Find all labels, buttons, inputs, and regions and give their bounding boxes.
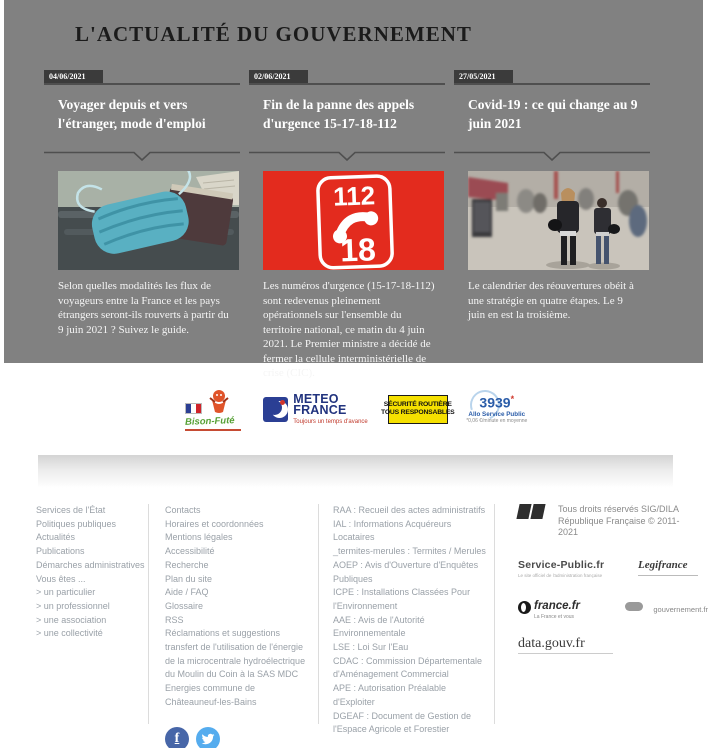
card-summary: Le calendrier des réouvertures obéit à une stratégie en quatre étapes. Le 9 juin en est la troisième. [468,280,634,321]
footer-link[interactable]: Politiques publiques [36,518,117,529]
footer-link[interactable]: > une collectivité [36,628,103,639]
article-image-112[interactable] [263,171,444,270]
footer-legal-column [495,504,708,724]
footer-link[interactable]: Services de l'État [36,505,106,515]
article-image-mask[interactable] [58,171,239,270]
footer-link[interactable]: Vous êtes ... [36,573,86,584]
divider-chevron-icon [44,151,240,161]
footer [36,504,711,735]
twitter-icon[interactable] [196,727,220,748]
footer-link[interactable]: Actualités [36,532,76,543]
footer-link[interactable]: transfert de l'utilisation de l'énergie de la microcentrale hydroélectrique du Moulin du Coin à la SAS MDC Energies commune de Châteauneuf-les-Bains [165,642,306,707]
footer-link[interactable]: Mentions légales [165,532,233,543]
allo-label: Allo Service Public [468,410,526,418]
footer-info-column [149,504,319,724]
news-card[interactable] [249,70,445,381]
card-title[interactable]: Covid-19 : ce qui change au 9 juin 2021 [468,97,638,131]
service-public-logo[interactable]: Service-Public.fr Le site officiel de l'administration française [518,558,605,578]
footer-link[interactable]: APE : Autorisation Préalable d'Exploiter [333,683,447,707]
allo-note: *0,06 €/minute en moyenne [466,417,528,424]
facebook-icon[interactable]: f [165,727,189,748]
meteo-france-icon [263,397,288,422]
card-date-rule [454,70,650,85]
card-date-rule [249,70,445,85]
footer-link[interactable]: Plan du site [165,573,213,584]
footer-link[interactable]: Publications [36,546,85,557]
footer-link[interactable]: CDAC : Commission Départementale d'Aménagement Commercial [333,655,483,680]
footer-link[interactable]: > un professionnel [36,600,110,611]
news-heading: L'ACTUALITÉ DU GOUVERNEMENT [75,22,472,46]
footer-link[interactable]: LSE : Loi Sur l'Eau [333,642,409,653]
divider-chevron-icon [249,151,445,161]
footer-link[interactable]: Glossaire [165,600,204,611]
footer-link[interactable]: RAA : Recueil des actes administratifs [333,505,486,515]
article-image-street[interactable] [468,171,649,270]
section-separator [38,455,673,488]
footer-link[interactable]: Recherche [165,559,209,570]
date-badge: 04/06/2021 [44,70,103,83]
copyright-text: Tous droits réservés SIG/DILA République Française © 2011-2021 [558,504,680,537]
card-date-rule [44,70,240,85]
meteo-line2: FRANCE [293,402,347,417]
bison-mascot-icon [206,388,232,414]
french-flag-icon [185,403,202,414]
card-title[interactable]: Voyager depuis et vers l'étranger, mode d'emploi [58,97,206,131]
republique-francaise-icon [518,504,552,528]
date-badge: 02/06/2021 [249,70,308,83]
footer-acronyms-column [319,504,495,735]
footer-link[interactable]: Démarches administratives [36,559,145,570]
allo-3939-logo[interactable] [468,394,526,424]
svg-text:112: 112 [332,180,376,212]
news-card[interactable] [44,70,240,381]
france-fr-tagline: La France et vous [534,613,575,620]
securite-line1: SÉCURITÉ ROUTIÈRE [383,400,452,408]
news-cards [4,70,703,381]
footer-link[interactable]: Contacts [165,505,201,515]
footer-link[interactable]: Aide / FAQ [165,587,209,598]
meteo-france-logo[interactable] [263,391,368,425]
service-public-tagline: Le site officiel de l'administration française [518,572,603,578]
footer-link[interactable]: DGEAF : Document de Gestion de l'Espace Agricole et Forestier [333,710,472,735]
svg-text:18: 18 [339,231,377,269]
allo-number: 3939 [479,394,511,411]
footer-link[interactable]: IAL : Informations Acquéreurs Locataires [333,518,452,543]
card-summary: Selon quelles modalités les flux de voyageurs entre la France et les pays étrangers seront-ils rouverts à partir du 9 juin 2021 ? Suivez le guide. [58,280,229,336]
bison-fute-logo[interactable] [185,388,243,431]
bison-tagline-line [185,429,241,431]
france-fr-logo[interactable]: france.fr La France et vous [518,596,580,620]
news-section [4,0,703,379]
footer-link[interactable]: Accessibilité [165,546,215,557]
news-card[interactable] [454,70,650,381]
card-title[interactable]: Fin de la panne des appels d'urgence 15-17-18-112 [263,97,415,131]
footer-nav-column [36,504,149,724]
bison-fute-label: Bison-Futé [185,414,236,428]
divider-chevron-icon [454,151,650,161]
securite-line2: TOUS RESPONSABLES [381,409,455,416]
footer-link[interactable]: RSS [165,614,184,625]
footer-link[interactable]: AAE : Avis de l'Autorité Environnementale [333,614,425,639]
meteo-tagline: Toujours un temps d'avance [293,418,368,425]
footer-link[interactable]: Réclamations et suggestions [165,628,281,639]
securite-routiere-logo[interactable] [381,395,455,424]
data-gouv-fr-logo[interactable]: data.gouv.fr [518,636,703,654]
gouvernement-fr-logo[interactable]: gouvernement.fr [653,604,708,614]
footer-link[interactable]: > un particulier [36,587,96,598]
allo-star: * [510,394,515,405]
meteo-line1: METEO [293,391,339,406]
card-summary: Les numéros d'urgence (15-17-18-112) sont redevenus pleinement opérationnels sur l'ensemble du territoire national, ce matin du 4 juin 2021. Le Premier ministre a décidé de fermer la cellule interministérielle de crise (CIC). [263,280,435,379]
footer-link[interactable]: _termites-merules : Termites / Merules [333,546,486,557]
date-badge: 27/05/2021 [454,70,513,83]
footer-link[interactable]: Horaires et coordonnées [165,518,264,529]
footer-link[interactable]: ICPE : Installations Classées Pour l'Environnement [333,587,471,611]
footer-link[interactable]: > une association [36,614,107,625]
france-fr-icon [518,601,531,614]
legifrance-logo[interactable]: Legifrance [638,555,698,576]
footer-link[interactable]: AOEP : Avis d'Ouverture d'Enquêtes Publiques [333,559,479,584]
